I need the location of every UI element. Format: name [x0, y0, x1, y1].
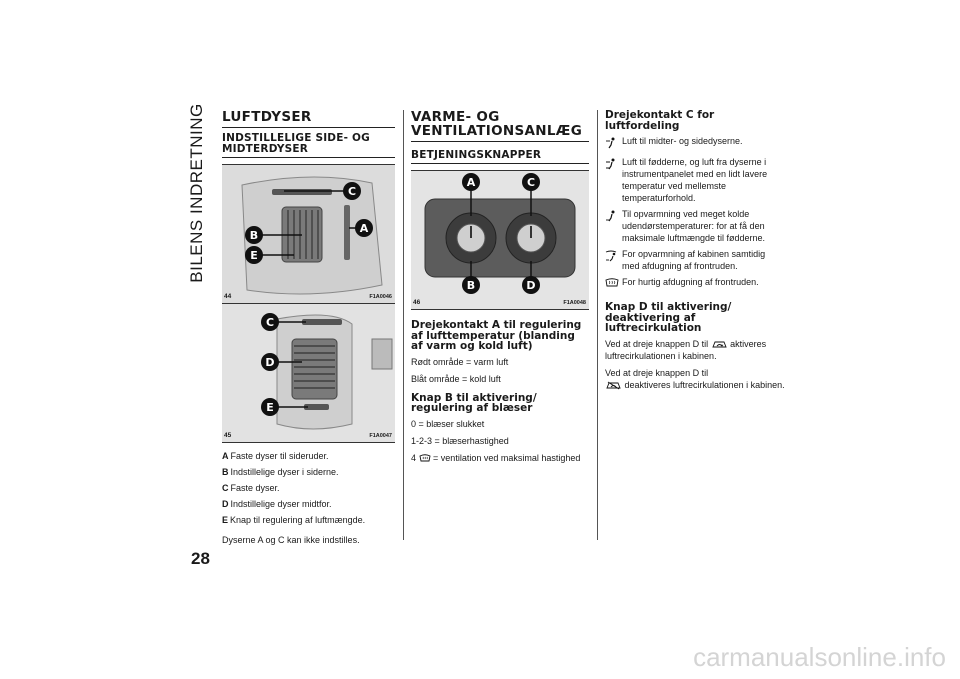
section-title-line1: VARME- OG [411, 109, 500, 125]
legend-item: C Faste dyser. [222, 483, 280, 493]
callout-b [245, 226, 263, 244]
figure-44 [222, 164, 395, 304]
recirculation-on-icon [711, 340, 728, 349]
feet-defrost-icon [605, 250, 619, 262]
svg-text:C: C [347, 185, 357, 198]
column-heating-ventilation [411, 110, 589, 469]
column-air-vents [222, 110, 395, 551]
svg-text:C: C [526, 176, 536, 189]
note-text: Dyserne A og C kan ikke indstilles. [222, 535, 360, 545]
figure-code: F1A0048 [563, 300, 586, 306]
svg-text:A: A [359, 222, 369, 235]
legend-item: D Indstillelige dyser midtfor. [222, 499, 332, 509]
svg-text:B: B [249, 229, 259, 242]
callout-c [343, 182, 361, 200]
windscreen-defrost-icon [419, 454, 431, 463]
callout-c [522, 173, 540, 191]
subsection-title-controls: BETJENINGSKNAPPER [411, 150, 589, 164]
svg-text:C: C [265, 316, 275, 329]
svg-text:E: E [250, 249, 258, 262]
feet-vent-icon [605, 210, 617, 222]
list-item: For opvarmning af kabinen samtidig med afdugning af frontruden. [605, 248, 785, 272]
column-divider [403, 110, 404, 540]
svg-text:B: B [466, 279, 476, 292]
list-item: Til opvarmning ved meget kolde udendørstemperaturer: for at få den maksimale luftmængde til fødderne. [605, 208, 785, 244]
windscreen-defrost-icon [605, 278, 619, 289]
figure-46 [411, 170, 589, 310]
callout-a [355, 219, 373, 237]
svg-text:D: D [526, 279, 536, 292]
list-item: For hurtig afdugning af frontruden. [605, 276, 785, 292]
section-title-luftdyser: LUFTDYSER [222, 110, 395, 128]
figure-code: F1A0047 [369, 433, 392, 439]
callout-d [522, 276, 540, 294]
heading-knob-d: Knap D til aktivering/ deaktivering af luftrecirkulation [605, 301, 732, 334]
callout-a [462, 173, 480, 191]
text-red-zone: Rødt område = varm luft [411, 356, 509, 367]
callout-b [462, 276, 480, 294]
svg-text:D: D [265, 356, 275, 369]
legend-list [222, 451, 395, 526]
center-vent-illustration [222, 304, 395, 442]
figure-number: 46 [413, 299, 421, 306]
control-panel-illustration [411, 171, 589, 309]
list-item: Luft til fødderne, og luft fra dyserne i instrumentpanelet med en lidt lavere temperatur ved mellemste temperaturforhold. [605, 156, 785, 204]
legend-item: A Faste dyser til sideruder. [222, 451, 329, 461]
heading-knob-b: Knap B til aktivering/ regulering af blæser [411, 391, 537, 414]
heading-knob-c: Drejekontakt C for luftfordeling [605, 109, 715, 132]
face-feet-vent-icon [605, 158, 617, 170]
figure-45 [222, 303, 395, 443]
callout-e [245, 246, 263, 264]
callout-e [261, 398, 279, 416]
figure-code: F1A0046 [369, 294, 392, 300]
section-title-line2: VENTILATIONSANLÆG [411, 124, 589, 142]
text-fan-max: 4 = ventilation ved maksimal hastighed [411, 452, 581, 463]
text-recirc-on: Ved at dreje knappen D til aktiveres luftrecirkulationen i kabinen. [605, 338, 767, 361]
legend-item: B Indstillelige dyser i siderne. [222, 467, 339, 477]
figure-number: 44 [224, 293, 232, 300]
callout-d [261, 353, 279, 371]
text-recirc-off: Ved at dreje knappen D til deaktiveres luftrecirkulationen i kabinen. [605, 367, 785, 390]
callout-c [261, 313, 279, 331]
svg-text:E: E [266, 401, 274, 414]
column-air-distribution [605, 110, 785, 396]
list-item: Luft til midter- og sidedyserne. [605, 135, 785, 152]
face-vent-icon [605, 137, 617, 149]
side-vent-illustration [222, 165, 395, 303]
legend-item: E Knap til regulering af luftmængde. [222, 515, 366, 525]
figure-number: 45 [224, 432, 232, 439]
subsection-title-vents: INDSTILLELIGE SIDE- OG MIDTERDYSER [222, 133, 395, 158]
column-divider [597, 110, 598, 540]
text-fan-off: 0 = blæser slukket [411, 418, 485, 429]
watermark: carmanualsonline.info [693, 642, 946, 672]
recirculation-off-icon [605, 381, 622, 390]
heading-knob-a: Drejekontakt A til regulering af lufttemperatur (blanding af varm og kold luft) [411, 319, 582, 352]
text-blue-zone: Blåt område = kold luft [411, 373, 501, 384]
text-fan-speed: 1-2-3 = blæserhastighed [411, 435, 509, 446]
page-number: 28 [191, 549, 210, 568]
svg-text:A: A [466, 176, 476, 189]
side-section-label: BILENS INDRETNING [187, 102, 206, 283]
